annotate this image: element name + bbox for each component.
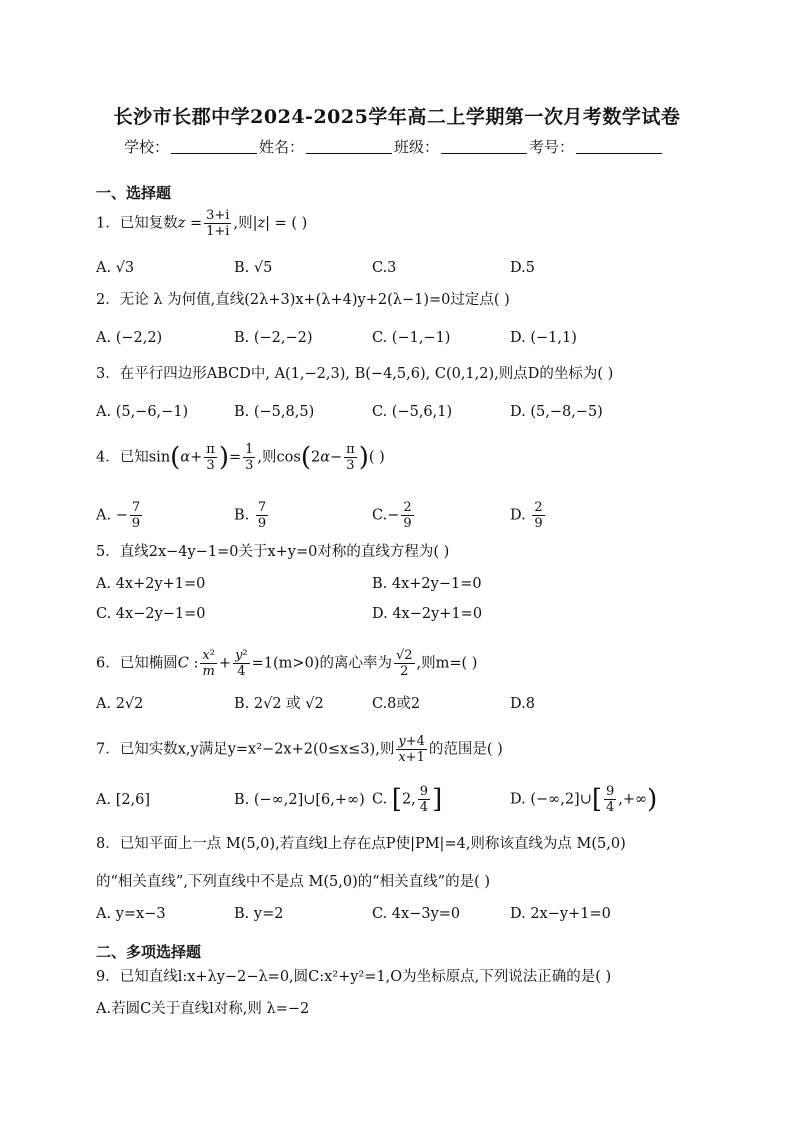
option-b: B. (−5,8,5): [234, 404, 315, 420]
question-number: 4．: [96, 449, 120, 466]
section-single-choice: 一、选择题: [96, 184, 172, 202]
question-number: 9．: [96, 969, 120, 985]
question-2: 2．无论 λ 为何值,直线(2λ+3)x+(λ+4)y+2(λ−1)=0过定点( ): [96, 292, 510, 308]
fraction: $\frac{3+i}{1+i}$: [206, 208, 230, 239]
option-d: D. (5,−8,−5): [510, 404, 603, 420]
question-5: 5．直线2x−4y−1=0关于x+y=0对称的直线方程为( ): [96, 544, 450, 560]
option-c: C. (−1,−1): [372, 330, 451, 346]
option-a: A. (5,−6,−1): [96, 404, 189, 420]
option-c: C. [2, $\frac{9}{4}$ ]: [372, 784, 443, 815]
option-c: C. 4x−3y=0: [372, 906, 461, 922]
section-multi-choice: 二、多项选择题: [96, 943, 202, 961]
school-blank: [171, 139, 257, 154]
option-d: D.5: [510, 260, 535, 276]
option-b: B. $\frac{7}{9}$: [234, 500, 267, 531]
question-1: 1．已知复数z = $\frac{3+i}{1+i}$ ,则|z| = ( ): [96, 208, 308, 239]
name-label: 姓名：: [259, 138, 305, 156]
option-d: D. 2x−y+1=0: [510, 906, 611, 922]
option-c: C.3: [372, 260, 397, 276]
option-c: C. 4x−2y−1=0: [96, 606, 206, 622]
option-b: B. y=2: [234, 906, 284, 922]
question-number: 3．: [96, 366, 120, 382]
class-blank: [441, 139, 527, 154]
option-b: B. (−2,−2): [234, 330, 313, 346]
question-number: 6．: [96, 655, 120, 672]
student-info-line: [124, 136, 684, 157]
option-a: A. 2√2: [96, 696, 144, 712]
question-number: 5．: [96, 544, 120, 560]
question-8: 8．已知平面上一点 M(5,0),若直线l上存在点P使|PM|=4,则称该直线为点 M(5,0): [96, 836, 626, 852]
option-d: D. 4x−2y+1=0: [372, 606, 483, 622]
option-c: C. (−5,6,1): [372, 404, 453, 420]
option-a: A. (−2,2): [96, 330, 163, 346]
option-b: B. 4x+2y−1=0: [372, 576, 482, 592]
option-d: D. (−∞,2]∪[ $\frac{9}{4}$ ,+∞): [510, 784, 658, 815]
option-d: D. (−1,1): [510, 330, 577, 346]
number-blank: [576, 139, 662, 154]
name-blank: [306, 139, 392, 154]
option-a: A. [2,6]: [96, 792, 151, 808]
option-a: A. − $\frac{7}{9}$: [96, 500, 141, 531]
exam-title: 长沙市长郡中学2024-2025学年高二上学期第一次月考数学试卷: [113, 106, 681, 128]
question-6: 6．已知椭圆C : $\frac{\text{x²}}{m}$ + $\frac{\text{y²}}{4}$ =1(m>0)的离心率为 $\frac{√2}{2}$ ,则m=( ): [96, 648, 478, 679]
question-9: 9．已知直线l:x+λy−2−λ=0,圆C:x²+y²=1,O为坐标原点,下列说法正确的是( ): [96, 969, 612, 985]
question-3: 3．在平行四边形ABCD中, A(1,−2,3), B(−4,5,6), C(0,1,2),则点D的坐标为( ): [96, 366, 614, 382]
question-8-line-2: 的“相关直线”,下列直线中不是点 M(5,0)的“相关直线”的是( ): [96, 874, 491, 890]
option-a: A. 4x+2y+1=0: [96, 576, 206, 592]
option-c: C.− $\frac{2}{9}$: [372, 500, 412, 531]
number-label: 考号：: [529, 138, 575, 156]
option-d: D.8: [510, 696, 535, 712]
option-b: B. √5: [234, 260, 273, 276]
question-4: 4．已知sin(α+ $\frac{\pi}{3}$ )= $\frac{1}{3}$ ,则cos(2α− $\frac{\pi}{3}$ )( ): [96, 442, 385, 473]
question-7: 7．已知实数x,y满足y=x²−2x+2(0≤x≤3),则 $\frac{y+4}{x+1}$ 的范围是( ): [96, 734, 503, 765]
option-a: A. √3: [96, 260, 135, 276]
question-number: 7．: [96, 741, 120, 758]
school-label: 学校：: [124, 138, 170, 156]
option-d: D. $\frac{2}{9}$: [510, 500, 543, 531]
option-a: A. y=x−3: [96, 906, 166, 922]
option-c: C.8或2: [372, 696, 421, 712]
option-b: B. 2√2 或 √2: [234, 696, 324, 712]
question-number: 8．: [96, 836, 120, 852]
class-label: 班级：: [394, 138, 440, 156]
question-number: 2．: [96, 292, 120, 308]
option-b: B. (−∞,2]∪[6,+∞): [234, 792, 365, 808]
question-number: 1．: [96, 215, 120, 232]
option-a: A.若圆C关于直线l对称,则 λ=−2: [96, 1001, 310, 1017]
